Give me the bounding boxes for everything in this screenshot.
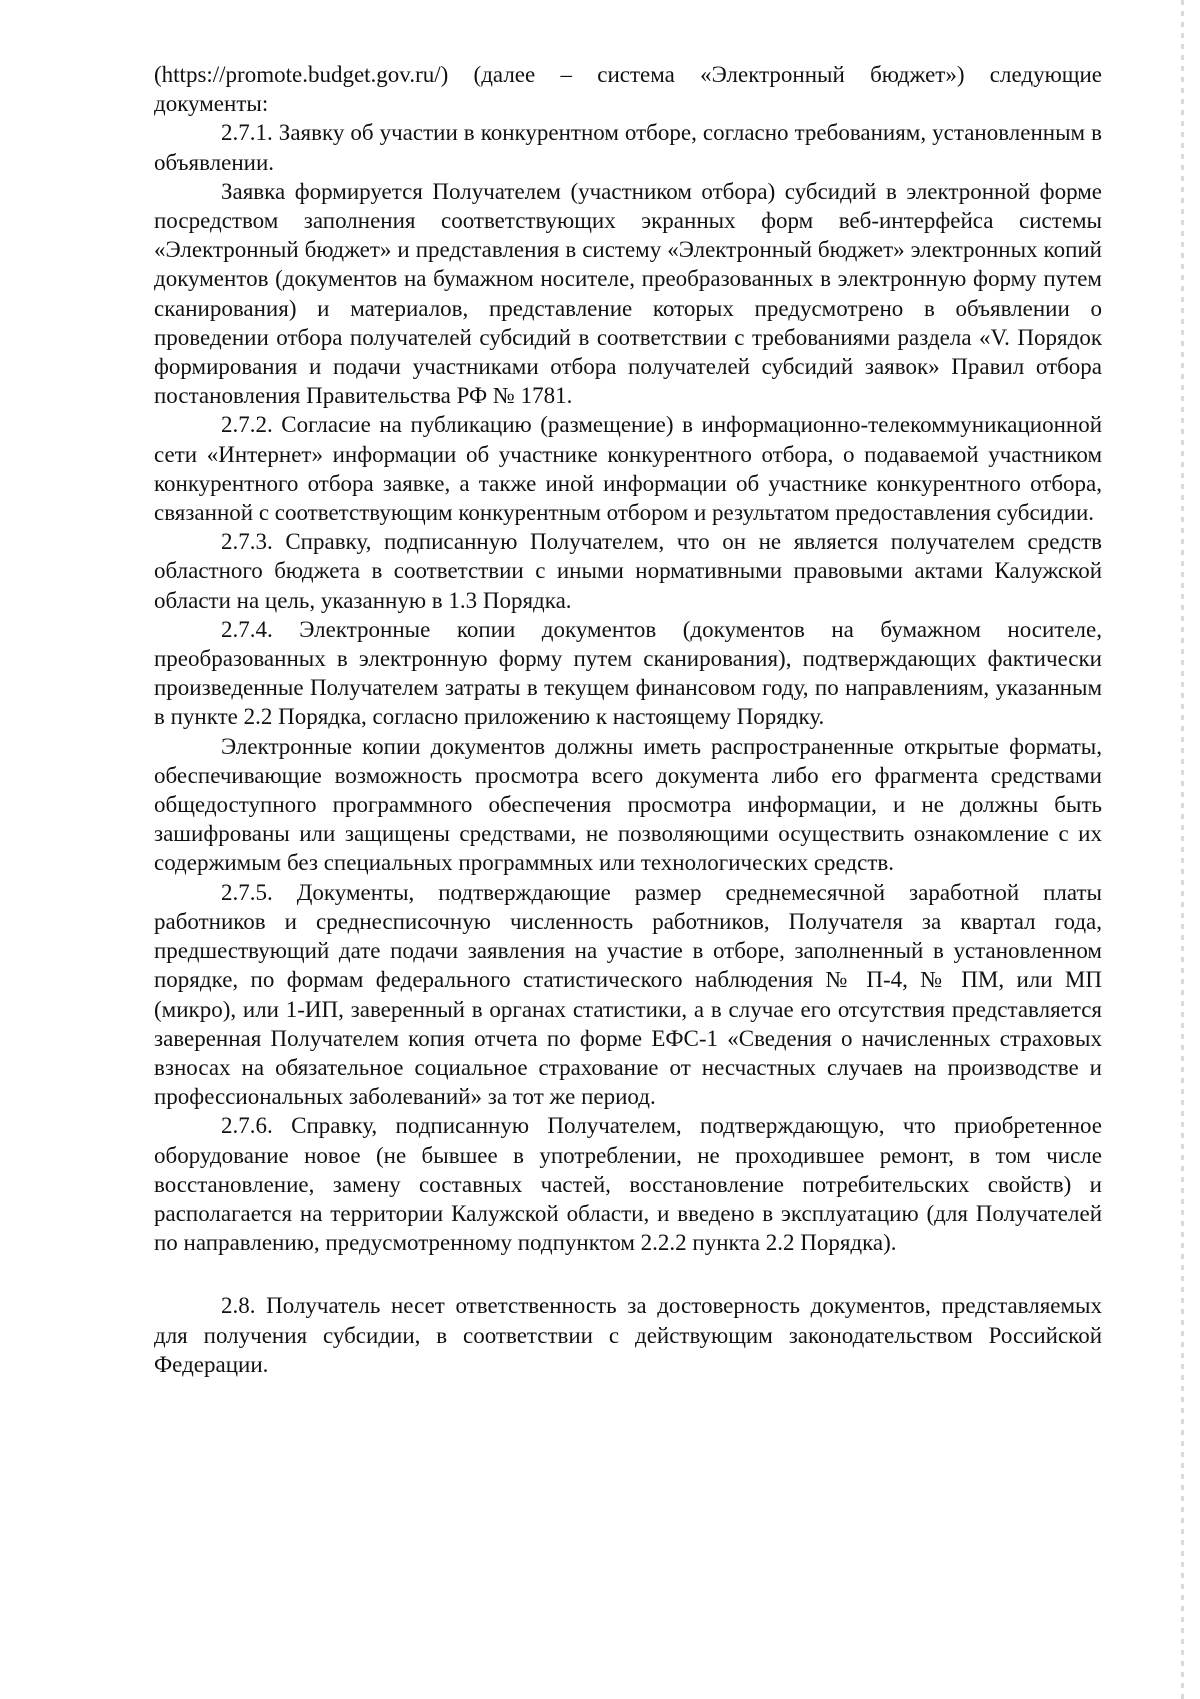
paragraph-2-7-2: 2.7.2. Согласие на публикацию (размещение) в информационно-телекоммуникационной сети «Интернет» информации об участнике конкурентного отбора, о подаваемой участником конкурентного отбора заявке, а также иной информации об участнике конкурентного отбора, связанной с соответствующим конкурентным отбором и результатом предоставления субсидии.	[154, 412, 1102, 526]
paragraph-2-7-1-application: Заявка формируется Получателем (участником отбора) субсидий в электронной форме посредством заполнения соответствующих экранных форм веб-интерфейса системы «Электронный бюджет» и представления в систему «Электронный бюджет» электронных копий документов (документов на бумажном носителе, преобразованных в электронную форму путем сканирования) и материалов, представление которых предусмотрено в объявлении о проведении отбора получателей субсидий в соответствии с требованиями раздела «V. Порядок формирования и подачи участниками отбора получателей субсидий заявок» Правил отбора постановления Правительства РФ № 1781.	[154, 178, 1102, 409]
paragraph-2-7-3: 2.7.3. Справку, подписанную Получателем, что он не является получателем средств областного бюджета в соответствии с иными нормативными правовыми актами Калужской области на цель, указанную в 1.3 Порядка.	[154, 529, 1102, 613]
document-body	[154, 60, 1102, 1379]
paragraph-2-7-5: 2.7.5. Документы, подтверждающие размер среднемесячной заработной платы работников и среднесписочную численность работников, Получателя за квартал года, предшествующий дате подачи заявления на участие в отборе, заполненный в установленном порядке, по формам федерального статистического наблюдения № П-4, № ПМ, или МП (микро), или 1-ИП, заверенный в органах статистики, а в случае его отсутствия представляется заверенная Получателем копия отчета по форме ЕФС-1 «Сведения о начисленных страховых взносах на обязательное социальное страхование от несчастных случаев на производстве и профессиональных заболеваний» за тот же период.	[154, 879, 1102, 1110]
paragraph-2-7-4-formats: Электронные копии документов должны иметь распространенные открытые форматы, обеспечивающие возможность просмотра всего документа либо его фрагмента средствами общедоступного программного обеспечения просмотра информации, и не должны быть зашифрованы или защищены средствами, не позволяющими осуществить ознакомление с их содержимым без специальных программных или технологических средств.	[154, 733, 1102, 876]
scan-edge-marks	[1181, 0, 1184, 1699]
paragraph-2-8: 2.8. Получатель несет ответственность за достоверность документов, представляемых для получения субсидии, в соответствии с действующим законодательством Российской Федерации.	[154, 1293, 1102, 1377]
paragraph-intro: (https://promote.budget.gov.ru/) (далее – система «Электронный бюджет») следующие документы:	[154, 62, 1102, 117]
paragraph-2-7-1: 2.7.1. Заявку об участии в конкурентном отборе, согласно требованиям, установленным в объявлении.	[154, 120, 1102, 175]
paragraph-2-7-6: 2.7.6. Справку, подписанную Получателем, подтверждающую, что приобретенное оборудование новое (не бывшее в употреблении, не проходившее ремонт, в том числе восстановление, замену составных частей, восстановление потребительских свойств) и располагается на территории Калужской области, и введено в эксплуатацию (для Получателей по направлению, предусмотренному подпунктом 2.2.2 пункта 2.2 Порядка).	[154, 1113, 1102, 1256]
paragraph-2-7-4: 2.7.4. Электронные копии документов (документов на бумажном носителе, преобразованных в электронную форму путем сканирования), подтверждающих фактически произведенные Получателем затраты в текущем финансовом году, по направлениям, указанным в пункте 2.2 Порядка, согласно приложению к настоящему Порядку.	[154, 616, 1102, 730]
